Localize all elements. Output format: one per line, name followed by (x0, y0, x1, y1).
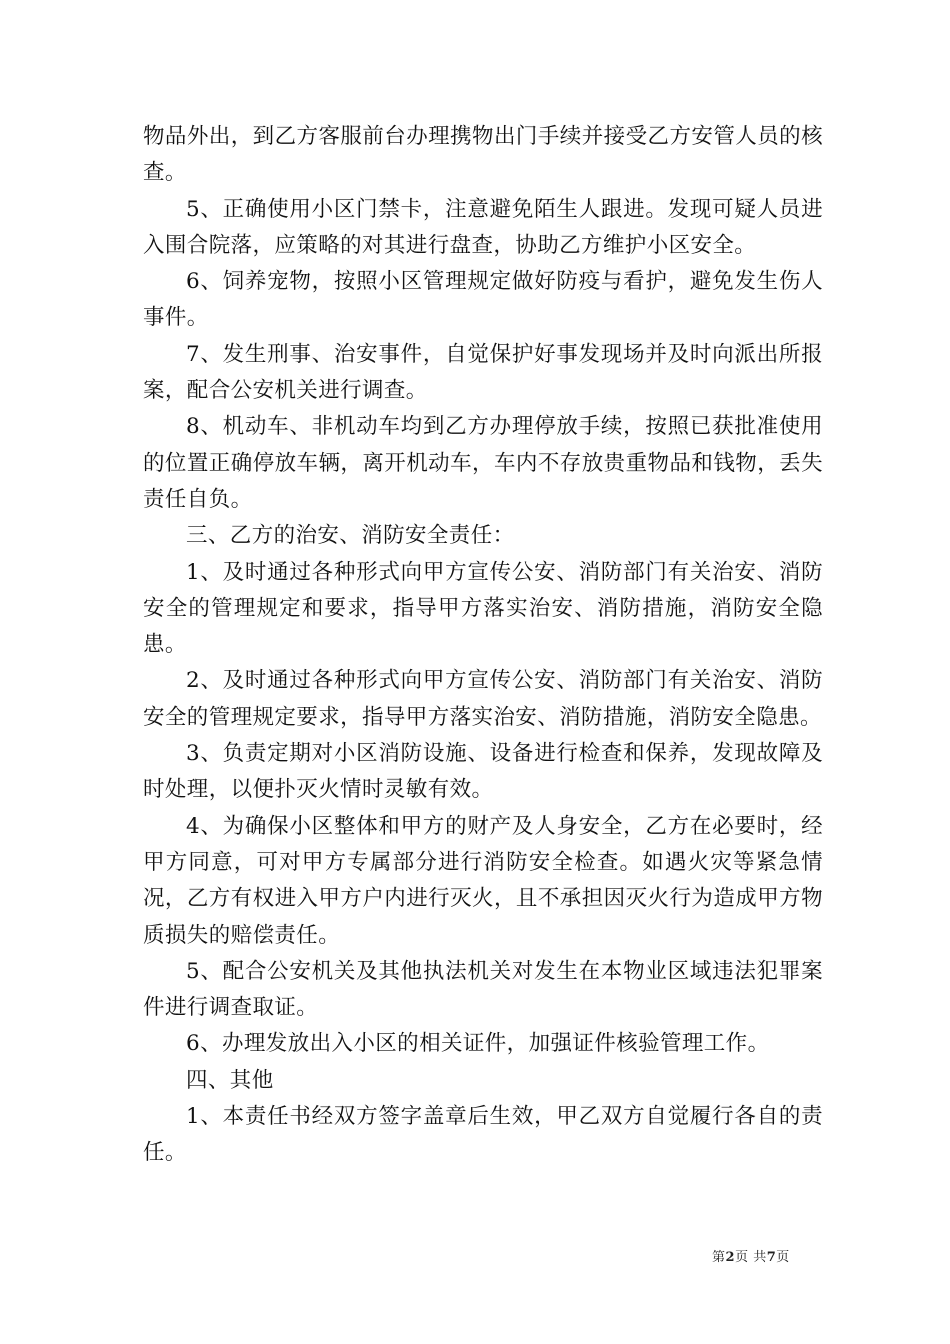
footer-total-pages: 7 (766, 1250, 777, 1265)
paragraph-section4-item-1: 1、本责任书经双方签字盖章后生效，甲乙双方自觉履行各自的责任。 (143, 1104, 823, 1166)
section-heading-4: 四、其他 (186, 1067, 274, 1093)
paragraph-section3-item-4: 4、为确保小区整体和甲方的财产及人身安全，乙方在必要时，经甲方同意，可对甲方专属部分进行消防安全检查。如遇火灾等紧急情况，乙方有权进入甲方户内进行灭火，且不承担因灭火行为造成甲方物质损失的赔偿责任。 (143, 813, 823, 948)
footer-suffix: 页 (776, 1250, 790, 1265)
footer-current-page: 2 (725, 1250, 736, 1265)
paragraph-section3-item-2: 2、及时通过各种形式向甲方宣传公安、消防部门有关治安、消防安全的管理规定要求，指导甲方落实治安、消防措施，消防安全隐患。 (143, 668, 823, 730)
footer-prefix: 第 (712, 1250, 726, 1265)
document-body (143, 119, 823, 1172)
paragraph-item-6: 6、饲养宠物，按照小区管理规定做好防疫与看护，避免发生伤人事件。 (143, 269, 823, 331)
paragraph-continuation: 物品外出，到乙方客服前台办理携物出门手续并接受乙方安管人员的核查。 (143, 124, 823, 186)
paragraph-item-7: 7、发生刑事、治安事件，自觉保护好事发现场并及时向派出所报案，配合公安机关进行调查。 (143, 341, 823, 404)
footer-middle: 页 共 (735, 1250, 767, 1265)
page-number-footer (712, 1246, 790, 1265)
paragraph-item-8: 8、机动车、非机动车均到乙方办理停放手续，按照已获批准使用的位置正确停放车辆，离开机动车，车内不存放贵重物品和钱物，丢失责任自负。 (143, 414, 823, 512)
paragraph-section3-item-1: 1、及时通过各种形式向甲方宣传公安、消防部门有关治安、消防安全的管理规定和要求，指导甲方落实治安、消防措施，消防安全隐患。 (143, 559, 823, 658)
paragraph-section3-item-3: 3、负责定期对小区消防设施、设备进行检查和保养，发现故障及时处理，以便扑灭火情时灵敏有效。 (143, 741, 823, 803)
section-heading-3: 三、乙方的治安、消防安全责任： (186, 523, 515, 549)
paragraph-section3-item-6: 6、办理发放出入小区的相关证件，加强证件核验管理工作。 (186, 1031, 770, 1057)
paragraph-section3-item-5: 5、配合公安机关及其他执法机关对发生在本物业区域违法犯罪案件进行调查取证。 (143, 958, 823, 1021)
paragraph-item-5: 5、正确使用小区门禁卡，注意避免陌生人跟进。发现可疑人员进入围合院落，应策略的对其进行盘查，协助乙方维护小区安全。 (143, 196, 823, 258)
